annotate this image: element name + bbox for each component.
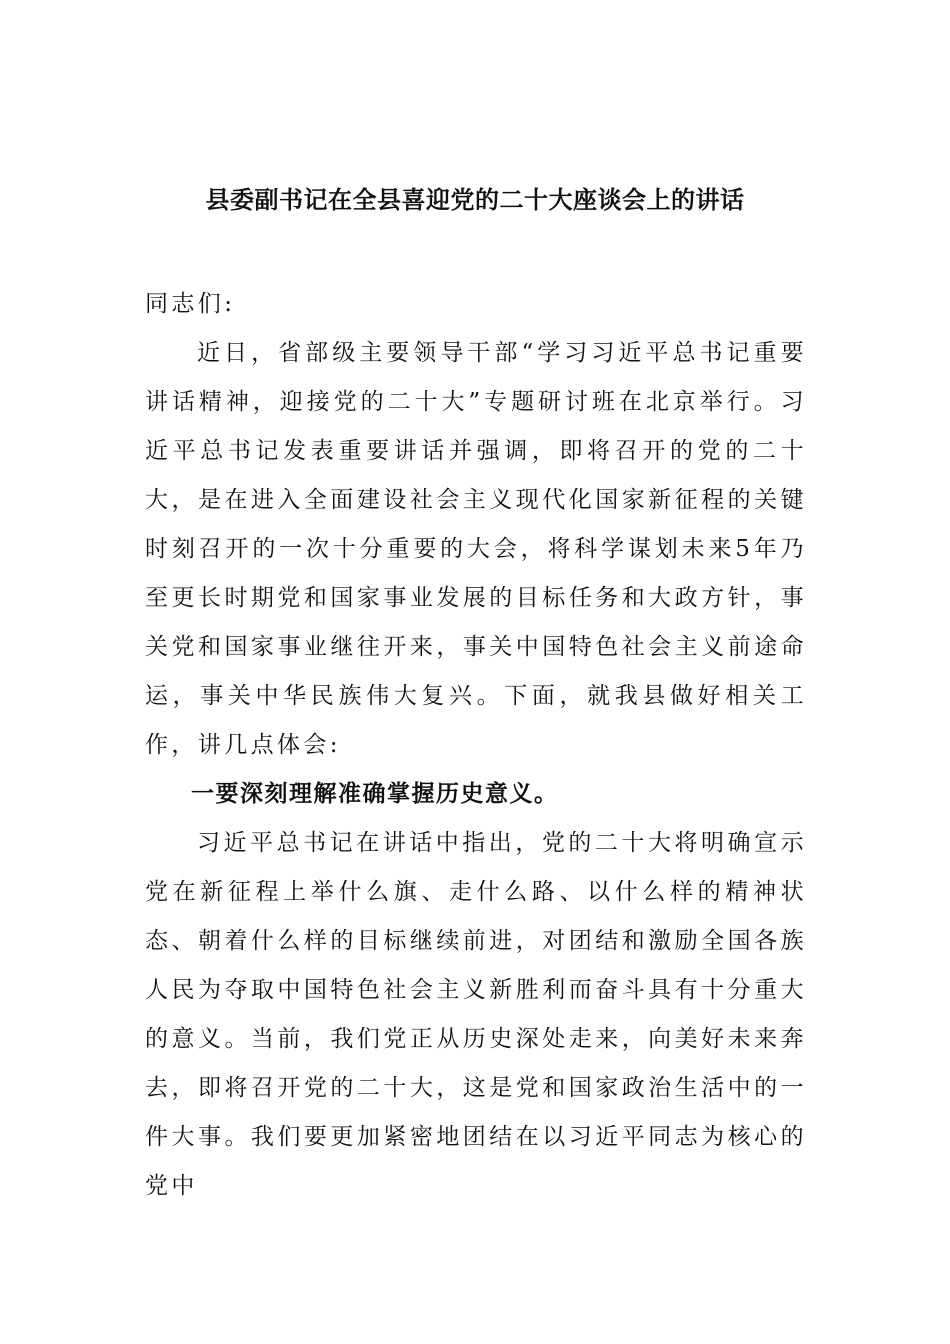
document-body	[145, 280, 807, 1211]
body-paragraph-intro: 近日，省部级主要领导干部“学习习近平总书记重要讲话精神，迎接党的二十大”专题研讨班在北京举行。习近平总书记发表重要讲话并强调，即将召开的党的二十大，是在进入全面建设社会主义现代化国家新征程的关键时刻召开的一次十分重要的大会，将科学谋划未来5年乃至更长时期党和国家事业发展的目标任务和大政方针，事关党和国家事业继往开来，事关中国特色社会主义前途命运，事关中华民族伟大复兴。下面，就我县做好相关工作，讲几点体会:	[145, 340, 807, 758]
body-paragraph-section-1: 习近平总书记在讲话中指出，党的二十大将明确宣示党在新征程上举什么旗、走什么路、以什么样的精神状态、朝着什么样的目标继续前进，对团结和激励全国各族人民为夺取中国特色社会主义新胜利而奋斗具有十分重大的意义。当前，我们党正从历史深处走来，向美好未来奔去，即将召开党的二十大，这是党和国家政治生活中的一件大事。我们要更加紧密地团结在以习近平同志为核心的党中	[145, 830, 807, 1199]
salutation: 同志们:	[145, 291, 236, 317]
section-heading: 一要深刻理解准确掌握历史意义。	[191, 781, 559, 807]
document-title: 县委副书记在全县喜迎党的二十大座谈会上的讲话	[205, 186, 745, 214]
